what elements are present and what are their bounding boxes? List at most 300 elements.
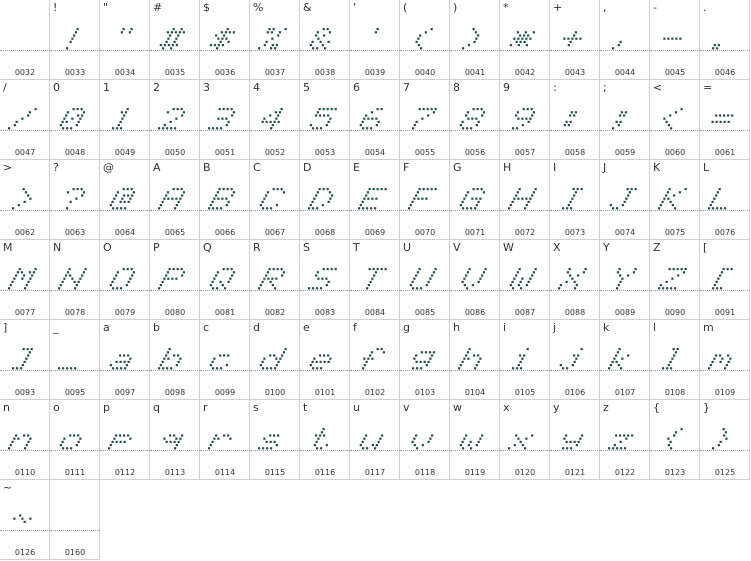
glyph-dot <box>67 191 69 193</box>
glyph-dot <box>263 198 265 200</box>
glyph-preview <box>450 254 500 300</box>
glyph-dot <box>576 444 578 446</box>
glyph-dot <box>322 44 324 46</box>
glyph-dot <box>518 284 520 286</box>
glyph-dot <box>319 108 321 110</box>
glyph-dot <box>131 28 133 30</box>
glyph-dot <box>167 358 169 360</box>
glyph-dot <box>431 354 433 356</box>
glyph-character-label: T <box>353 241 360 254</box>
glyph-dot <box>408 207 410 209</box>
glyph-dot <box>62 367 64 369</box>
glyph-code-label: 0054 <box>364 148 386 157</box>
glyph-preview <box>550 254 600 300</box>
glyph-dot <box>320 447 322 449</box>
glyph-dot <box>176 204 178 206</box>
glyph-dot <box>279 31 281 33</box>
glyph-dot <box>481 188 483 190</box>
glyph-dot <box>112 441 114 443</box>
glyph-dot <box>517 271 519 273</box>
glyph-code-label: 0125 <box>714 468 736 477</box>
glyph-dot <box>272 284 274 286</box>
glyph-dot <box>316 127 318 129</box>
glyph-dot <box>368 284 370 286</box>
glyph-dot <box>419 34 421 36</box>
glyph-dot <box>124 207 126 209</box>
glyph-preview <box>650 414 700 460</box>
glyph-dot <box>574 287 576 289</box>
glyph-cell-hash <box>150 0 200 80</box>
glyph-cell-bracket-open <box>700 240 750 320</box>
glyph-dot <box>69 268 71 270</box>
glyph-dot <box>264 44 266 46</box>
glyph-dot <box>316 361 318 363</box>
glyph-cell-lower-w <box>450 400 500 480</box>
glyph-dot <box>24 361 26 363</box>
glyph-dot <box>465 274 467 276</box>
glyph-dot <box>476 204 478 206</box>
glyph-dot <box>221 38 223 40</box>
glyph-dot <box>270 281 272 283</box>
glyph-cell-upper-j <box>600 160 650 240</box>
glyph-dot <box>518 364 520 366</box>
glyph-character-label: H <box>503 161 512 174</box>
glyph-dot <box>531 434 533 436</box>
glyph-dot <box>127 108 129 110</box>
glyph-code-label: 0086 <box>464 308 486 317</box>
glyph-dot <box>317 111 319 113</box>
glyph-code-label: 0057 <box>514 148 536 157</box>
glyph-dot <box>426 284 428 286</box>
glyph-dot <box>413 278 415 280</box>
glyph-dot <box>258 47 260 49</box>
glyph-cell-digit-0 <box>50 80 100 160</box>
glyph-dot <box>320 367 322 369</box>
glyph-dot <box>381 108 383 110</box>
glyph-preview <box>550 94 600 140</box>
glyph-character-label: q <box>153 401 160 414</box>
glyph-dot <box>167 38 169 40</box>
glyph-dot <box>618 284 620 286</box>
glyph-dot <box>279 111 281 113</box>
glyph-dot <box>667 191 669 193</box>
glyph-dot <box>558 287 560 289</box>
glyph-dot <box>462 121 464 123</box>
glyph-dot <box>575 31 577 33</box>
glyph-dot <box>221 31 223 33</box>
glyph-cell-upper-h <box>500 160 550 240</box>
glyph-dot <box>210 204 212 206</box>
glyph-preview <box>550 414 600 460</box>
glyph-code-label: 0049 <box>114 148 136 157</box>
glyph-dot <box>270 207 272 209</box>
glyph-character-label: k <box>603 321 610 334</box>
glyph-preview <box>350 14 400 60</box>
glyph-cell-colon <box>550 80 600 160</box>
glyph-dot <box>565 434 567 436</box>
glyph-dot <box>415 194 417 196</box>
glyph-preview <box>250 254 300 300</box>
glyph-dot <box>60 444 62 446</box>
glyph-dot <box>327 354 329 356</box>
glyph-code-label: 0076 <box>714 228 736 237</box>
glyph-dot <box>570 201 572 203</box>
glyph-dot <box>220 367 222 369</box>
glyph-dot <box>412 127 414 129</box>
glyph-dot <box>270 447 272 449</box>
glyph-cell-tilde <box>0 480 50 560</box>
glyph-dot <box>73 188 75 190</box>
glyph-character-label: e <box>303 321 310 334</box>
glyph-preview <box>50 254 100 300</box>
glyph-dot <box>323 434 325 436</box>
glyph-preview <box>50 494 100 540</box>
glyph-dot <box>328 361 330 363</box>
glyph-dot <box>212 127 214 129</box>
glyph-dot <box>366 207 368 209</box>
glyph-dot <box>362 447 364 449</box>
glyph-dot <box>19 268 21 270</box>
glyph-dot <box>78 121 80 123</box>
glyph-dot <box>233 111 235 113</box>
glyph-dot <box>479 198 481 200</box>
glyph-preview <box>0 14 50 60</box>
glyph-dot <box>475 118 477 120</box>
glyph-dot <box>521 278 523 280</box>
glyph-dot <box>519 188 521 190</box>
glyph-dot <box>367 198 369 200</box>
glyph-preview <box>450 14 500 60</box>
glyph-dot <box>717 191 719 193</box>
glyph-dot <box>460 364 462 366</box>
glyph-dot <box>681 268 683 270</box>
glyph-dot <box>573 188 575 190</box>
glyph-code-label: 0109 <box>714 388 736 397</box>
glyph-dot <box>362 367 364 369</box>
glyph-dot <box>323 268 325 270</box>
glyph-dot <box>431 188 433 190</box>
glyph-character-label: ! <box>53 1 58 14</box>
glyph-dot <box>327 268 329 270</box>
glyph-dot <box>712 121 714 123</box>
glyph-dot <box>266 207 268 209</box>
glyph-dot <box>666 287 668 289</box>
glyph-dot <box>271 38 273 40</box>
glyph-cell-lower-k <box>600 320 650 400</box>
glyph-dot <box>160 204 162 206</box>
glyph-dot <box>267 278 269 280</box>
glyph-dot <box>567 271 569 273</box>
glyph-dot <box>216 367 218 369</box>
glyph-character-label: 4 <box>253 81 260 94</box>
glyph-dot <box>177 34 179 36</box>
glyph-dot <box>483 271 485 273</box>
glyph-dot <box>423 188 425 190</box>
glyph-dot <box>27 434 29 436</box>
glyph-dot <box>477 354 479 356</box>
glyph-dot <box>416 121 418 123</box>
glyph-dot <box>316 207 318 209</box>
glyph-character-label: o <box>53 401 60 414</box>
glyph-dot <box>119 434 121 436</box>
glyph-dot <box>312 287 314 289</box>
glyph-preview <box>400 174 450 220</box>
glyph-dot <box>71 278 73 280</box>
glyph-dot <box>519 354 521 356</box>
glyph-dot <box>223 188 225 190</box>
glyph-dot <box>571 198 573 200</box>
glyph-dot <box>17 438 19 440</box>
glyph-code-label: 0072 <box>514 228 536 237</box>
glyph-dot <box>216 207 218 209</box>
glyph-dot <box>8 447 10 449</box>
glyph-dot <box>667 38 669 40</box>
glyph-dot <box>212 441 214 443</box>
glyph-cell-lower-z <box>600 400 650 480</box>
glyph-dot <box>66 207 68 209</box>
glyph-cell-hyphen <box>650 0 700 80</box>
glyph-dot <box>613 358 615 360</box>
glyph-dot <box>474 207 476 209</box>
glyph-dot <box>515 114 517 116</box>
glyph-character-label: , <box>603 1 607 14</box>
glyph-dot <box>74 281 76 283</box>
glyph-dot <box>170 127 172 129</box>
glyph-dot <box>374 447 376 449</box>
glyph-dot <box>512 287 514 289</box>
glyph-dot <box>116 367 118 369</box>
glyph-dot <box>435 268 437 270</box>
glyph-dot <box>624 201 626 203</box>
glyph-dot <box>371 358 373 360</box>
glyph-dot <box>266 441 268 443</box>
glyph-dot <box>281 188 283 190</box>
glyph-dot <box>29 518 31 520</box>
glyph-dot <box>662 201 664 203</box>
glyph-dot <box>212 361 214 363</box>
glyph-dot <box>627 188 629 190</box>
glyph-dot <box>470 447 472 449</box>
glyph-dot <box>573 114 575 116</box>
glyph-cell-space <box>0 0 50 80</box>
glyph-dot <box>174 447 176 449</box>
glyph-dot <box>412 287 414 289</box>
glyph-dot <box>566 367 568 369</box>
glyph-dot <box>427 108 429 110</box>
glyph-dot <box>174 207 176 209</box>
glyph-cell-paren-open <box>400 0 450 80</box>
glyph-dot <box>23 434 25 436</box>
glyph-dot <box>183 271 185 273</box>
glyph-code-label: 0114 <box>214 468 236 477</box>
glyph-dot <box>208 447 210 449</box>
glyph-dot <box>75 31 77 33</box>
glyph-dot <box>467 271 469 273</box>
glyph-dot <box>67 111 69 113</box>
glyph-dot <box>362 121 364 123</box>
glyph-dot <box>385 188 387 190</box>
glyph-cell-lower-r <box>200 400 250 480</box>
glyph-dot <box>210 284 212 286</box>
glyph-dot <box>421 198 423 200</box>
glyph-dot <box>265 194 267 196</box>
glyph-dot <box>324 47 326 49</box>
glyph-dot <box>720 121 722 123</box>
glyph-character-label: C <box>253 161 261 174</box>
glyph-code-label: 0085 <box>414 308 436 317</box>
glyph-dot <box>658 287 660 289</box>
glyph-dot <box>360 124 362 126</box>
glyph-dot <box>229 278 231 280</box>
glyph-dot <box>517 31 519 33</box>
glyph-dot <box>727 114 729 116</box>
glyph-preview <box>150 14 200 60</box>
glyph-preview <box>300 174 350 220</box>
glyph-dot <box>312 207 314 209</box>
glyph-dot <box>18 204 20 206</box>
glyph-dot <box>29 111 31 113</box>
glyph-dot <box>435 188 437 190</box>
glyph-dot <box>563 438 565 440</box>
glyph-character-label: $ <box>203 1 210 14</box>
glyph-dot <box>212 207 214 209</box>
glyph-dot <box>127 194 129 196</box>
glyph-cell-digit-5 <box>300 80 350 160</box>
glyph-dot <box>627 274 629 276</box>
glyph-dot <box>173 108 175 110</box>
glyph-dot <box>522 124 524 126</box>
glyph-cell-digit-6 <box>350 80 400 160</box>
glyph-dot <box>233 31 235 33</box>
glyph-dot <box>181 268 183 270</box>
glyph-code-label: 0103 <box>414 388 436 397</box>
glyph-dot <box>275 358 277 360</box>
glyph-dot <box>76 444 78 446</box>
glyph-dot <box>335 268 337 270</box>
glyph-dot <box>262 201 264 203</box>
glyph-dot <box>523 108 525 110</box>
glyph-dot <box>462 281 464 283</box>
glyph-code-label: 0099 <box>214 388 236 397</box>
glyph-dot <box>327 28 329 30</box>
glyph-dot <box>416 287 418 289</box>
glyph-dot <box>369 268 371 270</box>
glyph-dot <box>317 38 319 40</box>
glyph-dot <box>433 271 435 273</box>
glyph-dot <box>227 354 229 356</box>
glyph-dot <box>69 434 71 436</box>
glyph-preview <box>550 174 600 220</box>
glyph-dot <box>262 361 264 363</box>
glyph-dot <box>462 201 464 203</box>
glyph-dot <box>366 447 368 449</box>
glyph-character-label: M <box>3 241 13 254</box>
glyph-dot <box>374 207 376 209</box>
glyph-dot <box>163 278 165 280</box>
glyph-dot <box>533 271 535 273</box>
glyph-dot <box>481 274 483 276</box>
glyph-dot <box>164 124 166 126</box>
glyph-code-label: 0083 <box>314 308 336 317</box>
glyph-dot <box>83 111 85 113</box>
glyph-dot <box>476 124 478 126</box>
glyph-preview <box>600 414 650 460</box>
glyph-preview <box>50 334 100 380</box>
glyph-dot <box>528 201 530 203</box>
glyph-dot <box>112 367 114 369</box>
glyph-dot <box>519 268 521 270</box>
glyph-dot <box>381 434 383 436</box>
glyph-preview <box>700 414 750 460</box>
glyph-preview <box>250 334 300 380</box>
glyph-cell-question <box>50 160 100 240</box>
glyph-dot <box>714 284 716 286</box>
glyph-dot <box>424 361 426 363</box>
glyph-dot <box>178 441 180 443</box>
glyph-preview <box>200 414 250 460</box>
glyph-dot <box>479 438 481 440</box>
glyph-dot <box>529 118 531 120</box>
glyph-code-label: 0044 <box>614 68 636 77</box>
glyph-dot <box>321 431 323 433</box>
glyph-dot <box>720 287 722 289</box>
glyph-dot <box>579 38 581 40</box>
glyph-dot <box>329 198 331 200</box>
glyph-dot <box>331 108 333 110</box>
glyph-dot <box>564 124 566 126</box>
glyph-dot <box>265 274 267 276</box>
glyph-dot <box>712 361 714 363</box>
glyph-dot <box>129 198 131 200</box>
glyph-dot <box>258 287 260 289</box>
glyph-character-label: 2 <box>153 81 160 94</box>
glyph-dot <box>668 364 670 366</box>
glyph-dot <box>167 198 169 200</box>
glyph-dot <box>721 271 723 273</box>
glyph-dot <box>208 207 210 209</box>
glyph-dot <box>617 271 619 273</box>
glyph-dot <box>210 444 212 446</box>
glyph-dot <box>723 268 725 270</box>
glyph-dot <box>21 118 23 120</box>
glyph-dot <box>310 44 312 46</box>
glyph-dot <box>60 124 62 126</box>
glyph-dot <box>462 361 464 363</box>
glyph-dot <box>231 268 233 270</box>
glyph-dot <box>633 271 635 273</box>
glyph-dot <box>323 114 325 116</box>
glyph-dot <box>70 41 72 43</box>
glyph-dot <box>720 441 722 443</box>
glyph-dot <box>724 367 726 369</box>
glyph-preview <box>350 174 400 220</box>
glyph-character-label: @ <box>103 161 114 174</box>
glyph-preview <box>150 414 200 460</box>
glyph-code-label: 0080 <box>164 308 186 317</box>
glyph-code-label: 0064 <box>114 228 136 237</box>
glyph-dot <box>63 438 65 440</box>
glyph-code-label: 0059 <box>614 148 636 157</box>
glyph-code-label: 0040 <box>414 68 436 77</box>
glyph-dot <box>112 127 114 129</box>
glyph-dot <box>270 121 272 123</box>
glyph-dot <box>662 367 664 369</box>
glyph-dot <box>276 44 278 46</box>
glyph-dot <box>469 348 471 350</box>
glyph-dot <box>375 31 377 33</box>
glyph-dot <box>117 191 119 193</box>
glyph-cell-upper-v <box>450 240 500 320</box>
